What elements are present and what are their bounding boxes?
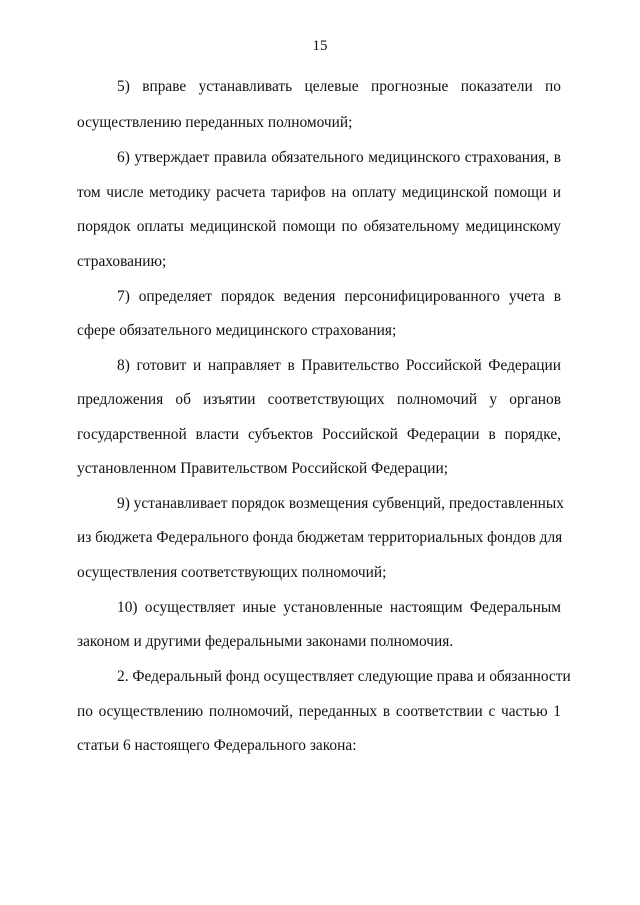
text-line: осуществления соответствующих полномочий; xyxy=(77,564,387,581)
text-line: 8) готовит и направляет в Правительство Российской Федерации xyxy=(117,357,561,374)
text-line: по осуществлению полномочий, переданных в соответствии с частью 1 xyxy=(77,703,561,720)
text-line: статьи 6 настоящего Федерального закона: xyxy=(77,737,357,754)
text-line: установленном Правительством Российской Федерации; xyxy=(77,460,449,477)
text-line: осуществлению переданных полномочий; xyxy=(77,114,353,131)
text-line: порядок оплаты медицинской помощи по обязательному медицинскому xyxy=(77,218,561,235)
text-line: законом и другими федеральными законами полномочия. xyxy=(77,633,454,650)
text-line: 2. Федеральный фонд осуществляет следующие права и обязанности xyxy=(117,668,571,685)
text-line: том числе методику расчета тарифов на оплату медицинской помощи и xyxy=(77,184,561,201)
text-line: 6) утверждает правила обязательного медицинского страхования, в xyxy=(117,149,561,166)
text-line: 7) определяет порядок ведения персонифицированного учета в xyxy=(117,288,561,305)
text-line: 5) вправе устанавливать целевые прогнозные показатели по xyxy=(117,78,561,95)
text-line: предложения об изъятии соответствующих полномочий у органов xyxy=(77,391,561,408)
text-line: государственной власти субъектов Российской Федерации в порядке, xyxy=(77,426,561,443)
text-line: из бюджета Федерального фонда бюджетам территориальных фондов для xyxy=(77,529,563,546)
page-number: 15 xyxy=(312,38,328,54)
text-line: 10) осуществляет иные установленные настоящим Федеральным xyxy=(117,599,561,616)
text-line: 9) устанавливает порядок возмещения субвенций, предоставленных xyxy=(117,495,564,512)
text-line: страхованию; xyxy=(77,253,167,270)
text-line: сфере обязательного медицинского страхования; xyxy=(77,322,397,339)
